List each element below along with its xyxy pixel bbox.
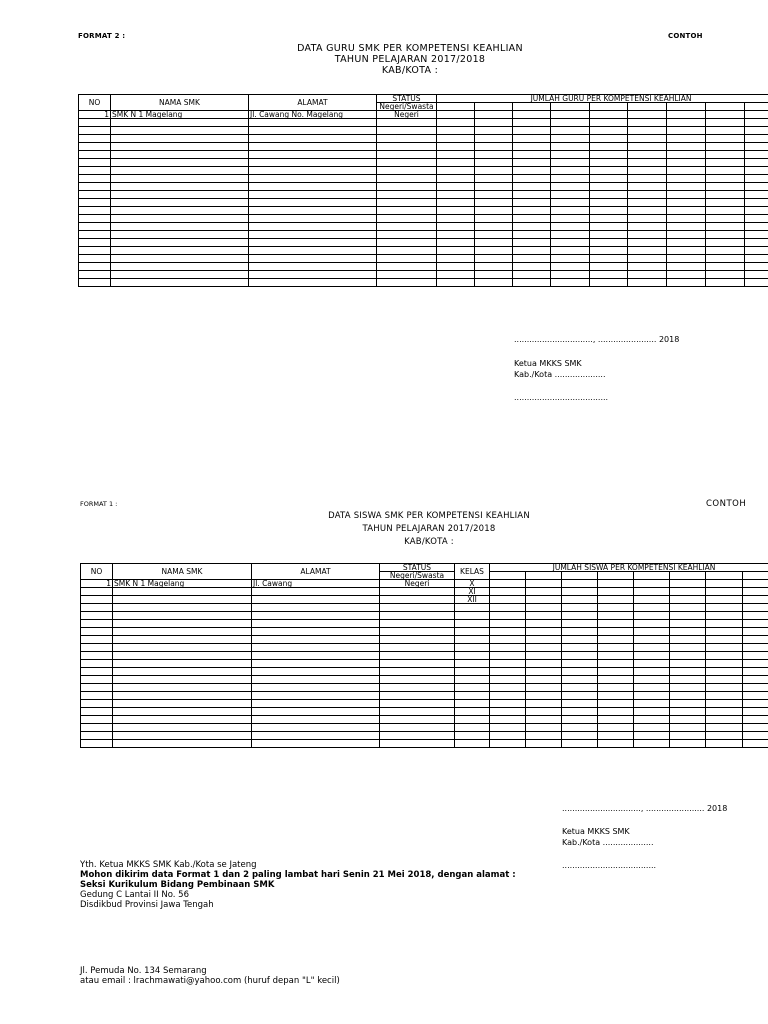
header-jumlah-siswa: JUMLAH SISWA PER KOMPETENSI KEAHLIAN [490,564,768,572]
siswa-table [80,563,768,748]
table-row [81,708,768,716]
table-row [81,700,768,708]
header-no: NO [81,564,113,580]
header-alamat: ALAMAT [252,564,380,580]
cell-alamat: Jl. Cawang No. Magelang [249,111,377,119]
section-line: Seksi Kurikulum Bidang Pembinaan SMK [80,880,275,890]
footer-address [80,966,340,986]
table-row [79,279,768,287]
signer-kab: Kab./Kota .................... [514,370,606,379]
cell-kelas: XI [455,588,490,596]
table-row [81,692,768,700]
office-line: Disdikbud Provinsi Jawa Tengah [80,900,214,910]
title-line: TAHUN PELAJARAN 2017/2018 [362,524,496,534]
table-row [81,580,768,588]
title-line: DATA SISWA SMK PER KOMPETENSI KEAHLIAN [328,511,530,521]
table-row [79,111,768,119]
document-title [229,510,629,549]
table-row [79,135,768,143]
table-row [79,263,768,271]
header-nama-smk: NAMA SMK [111,95,249,111]
header-status: STATUS [380,564,455,572]
table-row [79,231,768,239]
format-label: FORMAT 2 : [78,32,126,40]
table-row [81,716,768,724]
cell-nama: SMK N 1 Magelang [111,111,249,119]
header-kelas: KELAS [455,564,490,580]
contoh-label: CONTOH [706,499,747,509]
table-row [81,668,768,676]
deadline-line: Mohon dikirim data Format 1 dan 2 paling lambat hari Senin 21 Mei 2018, dengan alamat : [80,870,516,880]
cell-no: 1 [81,580,113,588]
contoh-label: CONTOH [668,32,703,40]
header-status-sub: Negeri/Swasta [380,572,455,580]
guru-table [78,94,768,287]
table-row [79,151,768,159]
table-row [79,271,768,279]
table-row [81,740,768,748]
building-line: Gedung C Lantai II No. 56 [80,890,190,900]
header-no: NO [79,95,111,111]
document-title [200,43,620,76]
header-status-sub: Negeri/Swasta [377,103,437,111]
table-row [79,119,768,127]
table-row [81,724,768,732]
table-row [79,191,768,199]
date-line: ..............................., ....................... 2018 [562,804,728,813]
signer-block [562,826,654,848]
header-jumlah-guru: JUMLAH GURU PER KOMPETENSI KEAHLIAN [437,95,768,103]
table-row [81,636,768,644]
table-row [81,684,768,692]
signer-name: ..................................... [514,393,609,402]
title-line: KAB/KOTA : [404,537,454,547]
table-row [79,247,768,255]
cell-status: Negeri [380,580,455,588]
format-label: FORMAT 1 : [80,500,118,508]
table-row [79,143,768,151]
table-row [81,676,768,684]
signer-name: ..................................... [562,861,657,870]
table-row [79,207,768,215]
cell-nama: SMK N 1 Magelang [113,580,252,588]
footer-note [80,860,516,910]
cell-kelas: XII [455,596,490,604]
table-row [79,175,768,183]
table-row [81,732,768,740]
date-line: ..............................., ....................... 2018 [514,335,680,344]
recipient-line: Yth. Ketua MKKS SMK Kab./Kota se Jateng [80,860,257,870]
cell-status: Negeri [377,111,437,119]
table-row [81,620,768,628]
table-row [79,239,768,247]
email-line: atau email : lrachmawati@yahoo.com (huruf depan "L" kecil) [80,976,340,986]
address-line: Jl. Pemuda No. 134 Semarang [80,966,207,976]
header-status: STATUS [377,95,437,103]
table-row [79,183,768,191]
header-nama-smk: NAMA SMK [113,564,252,580]
header-alamat: ALAMAT [249,95,377,111]
cell-kelas: X [455,580,490,588]
table-row [81,652,768,660]
table-row [81,628,768,636]
signer-kab: Kab./Kota .................... [562,838,654,847]
table-row [81,604,768,612]
table-row [79,223,768,231]
signer-title: Ketua MKKS SMK [562,827,630,836]
table-row [79,159,768,167]
table-row [79,215,768,223]
table-row [81,588,768,596]
signer-block [514,358,606,380]
signer-title: Ketua MKKS SMK [514,359,582,368]
title-line: DATA GURU SMK PER KOMPETENSI KEAHLIAN [297,43,523,54]
title-line: TAHUN PELAJARAN 2017/2018 [334,54,486,65]
table-row [79,127,768,135]
table-row [81,660,768,668]
table-row [79,255,768,263]
title-line: KAB/KOTA : [381,65,439,76]
cell-alamat: Jl. Cawang [252,580,380,588]
table-row [81,612,768,620]
table-row [79,199,768,207]
table-row [81,644,768,652]
table-row [81,596,768,604]
table-row [79,167,768,175]
cell-no: 1 [79,111,111,119]
